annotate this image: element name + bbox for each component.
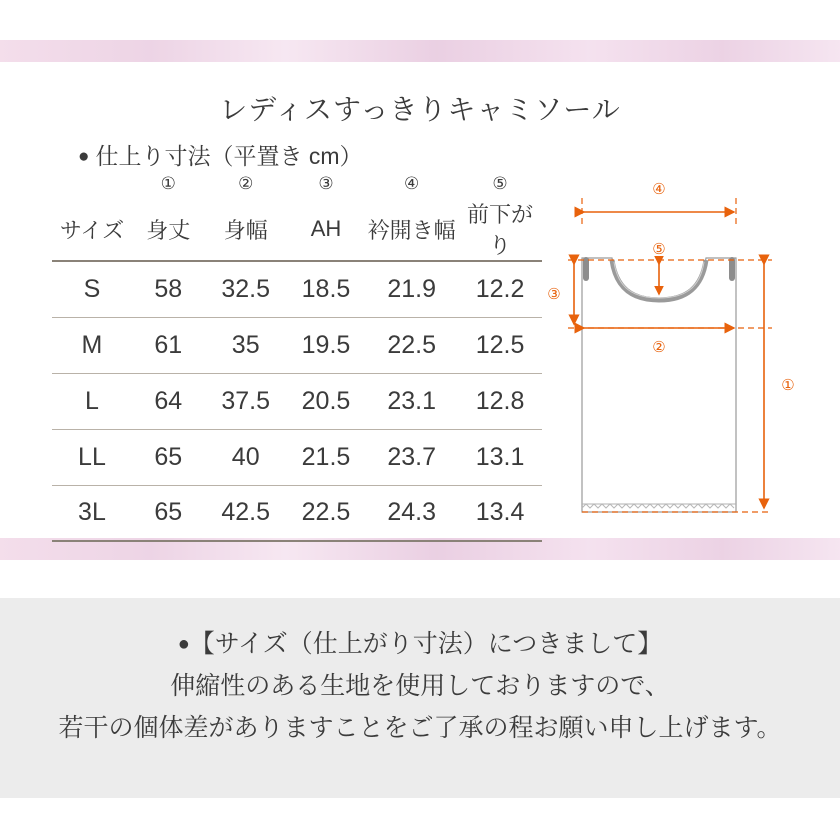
size-note-box — [0, 598, 840, 798]
marker-cell — [52, 172, 132, 198]
cell-neck: 22.5 — [365, 317, 458, 373]
cell-width: 42.5 — [205, 485, 287, 541]
cell-neck: 24.3 — [365, 485, 458, 541]
cell-neck: 23.7 — [365, 429, 458, 485]
cell-length: 61 — [132, 317, 205, 373]
note-heading-text: 【サイズ（仕上がり寸法）につきまして】 — [189, 630, 663, 658]
garment-outline — [582, 258, 736, 512]
dimension-label-2: ② — [652, 339, 666, 356]
cell-neck: 21.9 — [365, 261, 458, 317]
bullet-icon: ● — [177, 633, 190, 655]
cell-front-drop: 12.8 — [458, 373, 542, 429]
cell-size: L — [52, 373, 132, 429]
table-header-row — [52, 198, 542, 261]
column-header: 身幅 — [223, 217, 268, 243]
bullet-icon: ● — [78, 146, 90, 167]
marker-cell: ① — [160, 174, 176, 193]
cell-width: 40 — [205, 429, 287, 485]
dimension-label-5: ⑤ — [652, 241, 666, 258]
note-line-3: 若干の個体差がありますことをご了承の程お願い申し上げます。 — [58, 714, 782, 742]
table-row — [52, 261, 542, 317]
subtitle-text: 仕上り寸法（平置き cm） — [95, 143, 363, 169]
table-row — [52, 373, 542, 429]
cell-width: 37.5 — [205, 373, 287, 429]
marker-cell: ③ — [318, 174, 334, 193]
cell-front-drop: 12.2 — [458, 261, 542, 317]
column-header: 身丈 — [146, 217, 191, 243]
dimension-label-3: ③ — [547, 286, 561, 303]
cell-neck: 23.1 — [365, 373, 458, 429]
column-header: サイズ — [59, 217, 125, 243]
cell-front-drop: 13.1 — [458, 429, 542, 485]
cell-length: 65 — [132, 485, 205, 541]
cell-front-drop: 12.5 — [458, 317, 542, 373]
cell-width: 35 — [205, 317, 287, 373]
cell-size: M — [52, 317, 132, 373]
column-header: AH — [310, 216, 342, 241]
table-row — [52, 485, 542, 541]
cell-size: S — [52, 261, 132, 317]
cell-length: 65 — [132, 429, 205, 485]
marker-cell: ② — [238, 174, 254, 193]
cell-length: 58 — [132, 261, 205, 317]
cell-ah: 19.5 — [287, 317, 366, 373]
measurements-subtitle — [78, 138, 363, 171]
garment-diagram — [536, 182, 826, 532]
column-header: 前下がり — [467, 202, 534, 258]
table-row — [52, 317, 542, 373]
cell-width: 32.5 — [205, 261, 287, 317]
dimension-label-4: ④ — [652, 182, 666, 198]
cell-ah: 18.5 — [287, 261, 366, 317]
cell-length: 64 — [132, 373, 205, 429]
note-heading — [0, 632, 840, 657]
size-table-wrap — [52, 172, 542, 542]
table-row — [52, 429, 542, 485]
table-marker-row — [52, 172, 542, 198]
marker-cell: ⑤ — [492, 174, 508, 193]
decorative-band-top — [0, 40, 840, 62]
dimension-label-1: ① — [781, 377, 795, 394]
size-table — [52, 172, 542, 542]
cell-front-drop: 13.4 — [458, 485, 542, 541]
marker-cell: ④ — [404, 174, 420, 193]
cell-size: 3L — [52, 485, 132, 541]
column-header: 衿開き幅 — [367, 217, 456, 243]
cell-ah: 22.5 — [287, 485, 366, 541]
cell-ah: 20.5 — [287, 373, 366, 429]
cell-ah: 21.5 — [287, 429, 366, 485]
cell-size: LL — [52, 429, 132, 485]
page-title: レディスすっきりキャミソール — [219, 94, 621, 125]
note-line-2: 伸縮性のある生地を使用しておりますので、 — [170, 672, 670, 700]
